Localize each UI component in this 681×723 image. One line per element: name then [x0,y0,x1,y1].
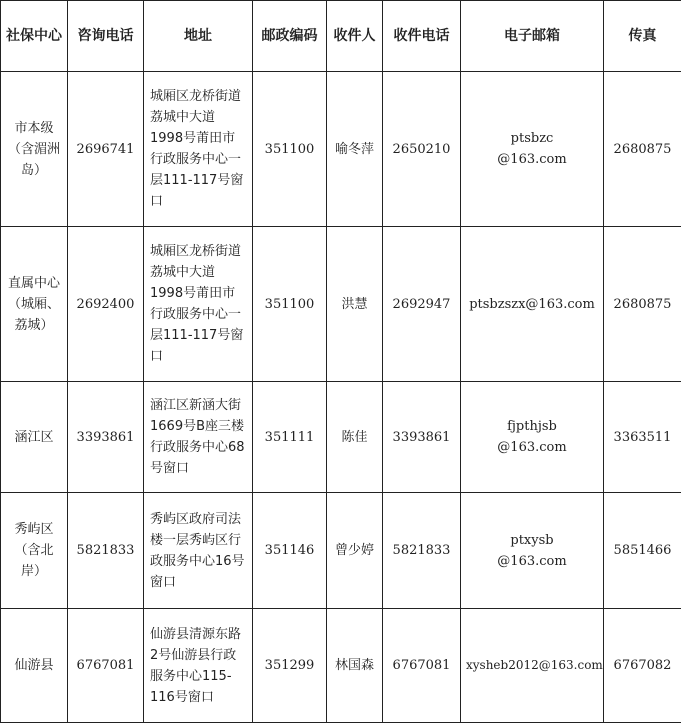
table-row [1,382,681,493]
table-row [1,609,681,723]
email-user: ptsbzc [510,131,554,146]
cell-postcode: 351299 [253,609,327,723]
cell-email: xysheb2012@163.com [461,609,604,723]
cell-email: ptsbzszx@163.com [461,227,604,382]
cell-phone: 2692400 [68,227,144,382]
cell-address: 秀屿区政府司法楼一层秀屿区行政服务中心16号窗口 [144,493,253,609]
cell-email [461,493,604,609]
header-phone: 咨询电话 [68,1,144,72]
header-recipient-phone: 收件电话 [383,1,461,72]
email-domain: @163.com [497,152,567,167]
cell-address: 城厢区龙桥街道荔城中大道1998号莆田市行政服务中心一层111-117号窗口 [144,227,253,382]
cell-phone: 5821833 [68,493,144,609]
email-user: fjpthjsb [507,419,557,434]
cell-recipient-phone: 5821833 [383,493,461,609]
table-row [1,227,681,382]
email-domain: @163.com [497,553,567,569]
table-header-row [1,1,681,72]
cell-postcode: 351146 [253,493,327,609]
cell-address: 城厢区龙桥街道荔城中大道1998号莆田市行政服务中心一层111-117号窗口 [144,72,253,227]
cell-postcode: 351111 [253,382,327,493]
cell-address: 涵江区新涵大街1669号B座三楼行政服务中心68号窗口 [144,382,253,493]
cell-recipient: 洪慧 [327,227,383,382]
cell-email [461,382,604,493]
cell-recipient-phone: 6767081 [383,609,461,723]
cell-recipient-phone: 2650210 [383,72,461,227]
cell-recipient: 曾少婷 [327,493,383,609]
email-user: ptxysb [510,532,554,548]
table-row [1,493,681,609]
header-fax: 传真 [604,1,681,72]
cell-postcode: 351100 [253,72,327,227]
cell-recipient: 林国森 [327,609,383,723]
cell-fax: 2680875 [604,227,681,382]
header-email: 电子邮箱 [461,1,604,72]
cell-center: 仙游县 [1,609,68,723]
cell-recipient: 喻冬萍 [327,72,383,227]
header-center: 社保中心 [1,1,68,72]
cell-postcode: 351100 [253,227,327,382]
cell-email [461,72,604,227]
cell-center: 直属中心（城厢、荔城） [1,227,68,382]
cell-fax: 6767082 [604,609,681,723]
cell-phone: 6767081 [68,609,144,723]
cell-recipient-phone: 2692947 [383,227,461,382]
cell-center: 秀屿区（含北岸） [1,493,68,609]
cell-center: 涵江区 [1,382,68,493]
table-row [1,72,681,227]
cell-phone: 2696741 [68,72,144,227]
cell-fax: 3363511 [604,382,681,493]
cell-fax: 2680875 [604,72,681,227]
header-postcode: 邮政编码 [253,1,327,72]
cell-center: 市本级（含湄洲岛） [1,72,68,227]
email-domain: @163.com [497,440,567,455]
cell-address: 仙游县清源东路2号仙游县行政服务中心115-116号窗口 [144,609,253,723]
cell-fax: 5851466 [604,493,681,609]
cell-phone: 3393861 [68,382,144,493]
cell-recipient: 陈佳 [327,382,383,493]
header-address: 地址 [144,1,253,72]
cell-recipient-phone: 3393861 [383,382,461,493]
header-recipient: 收件人 [327,1,383,72]
